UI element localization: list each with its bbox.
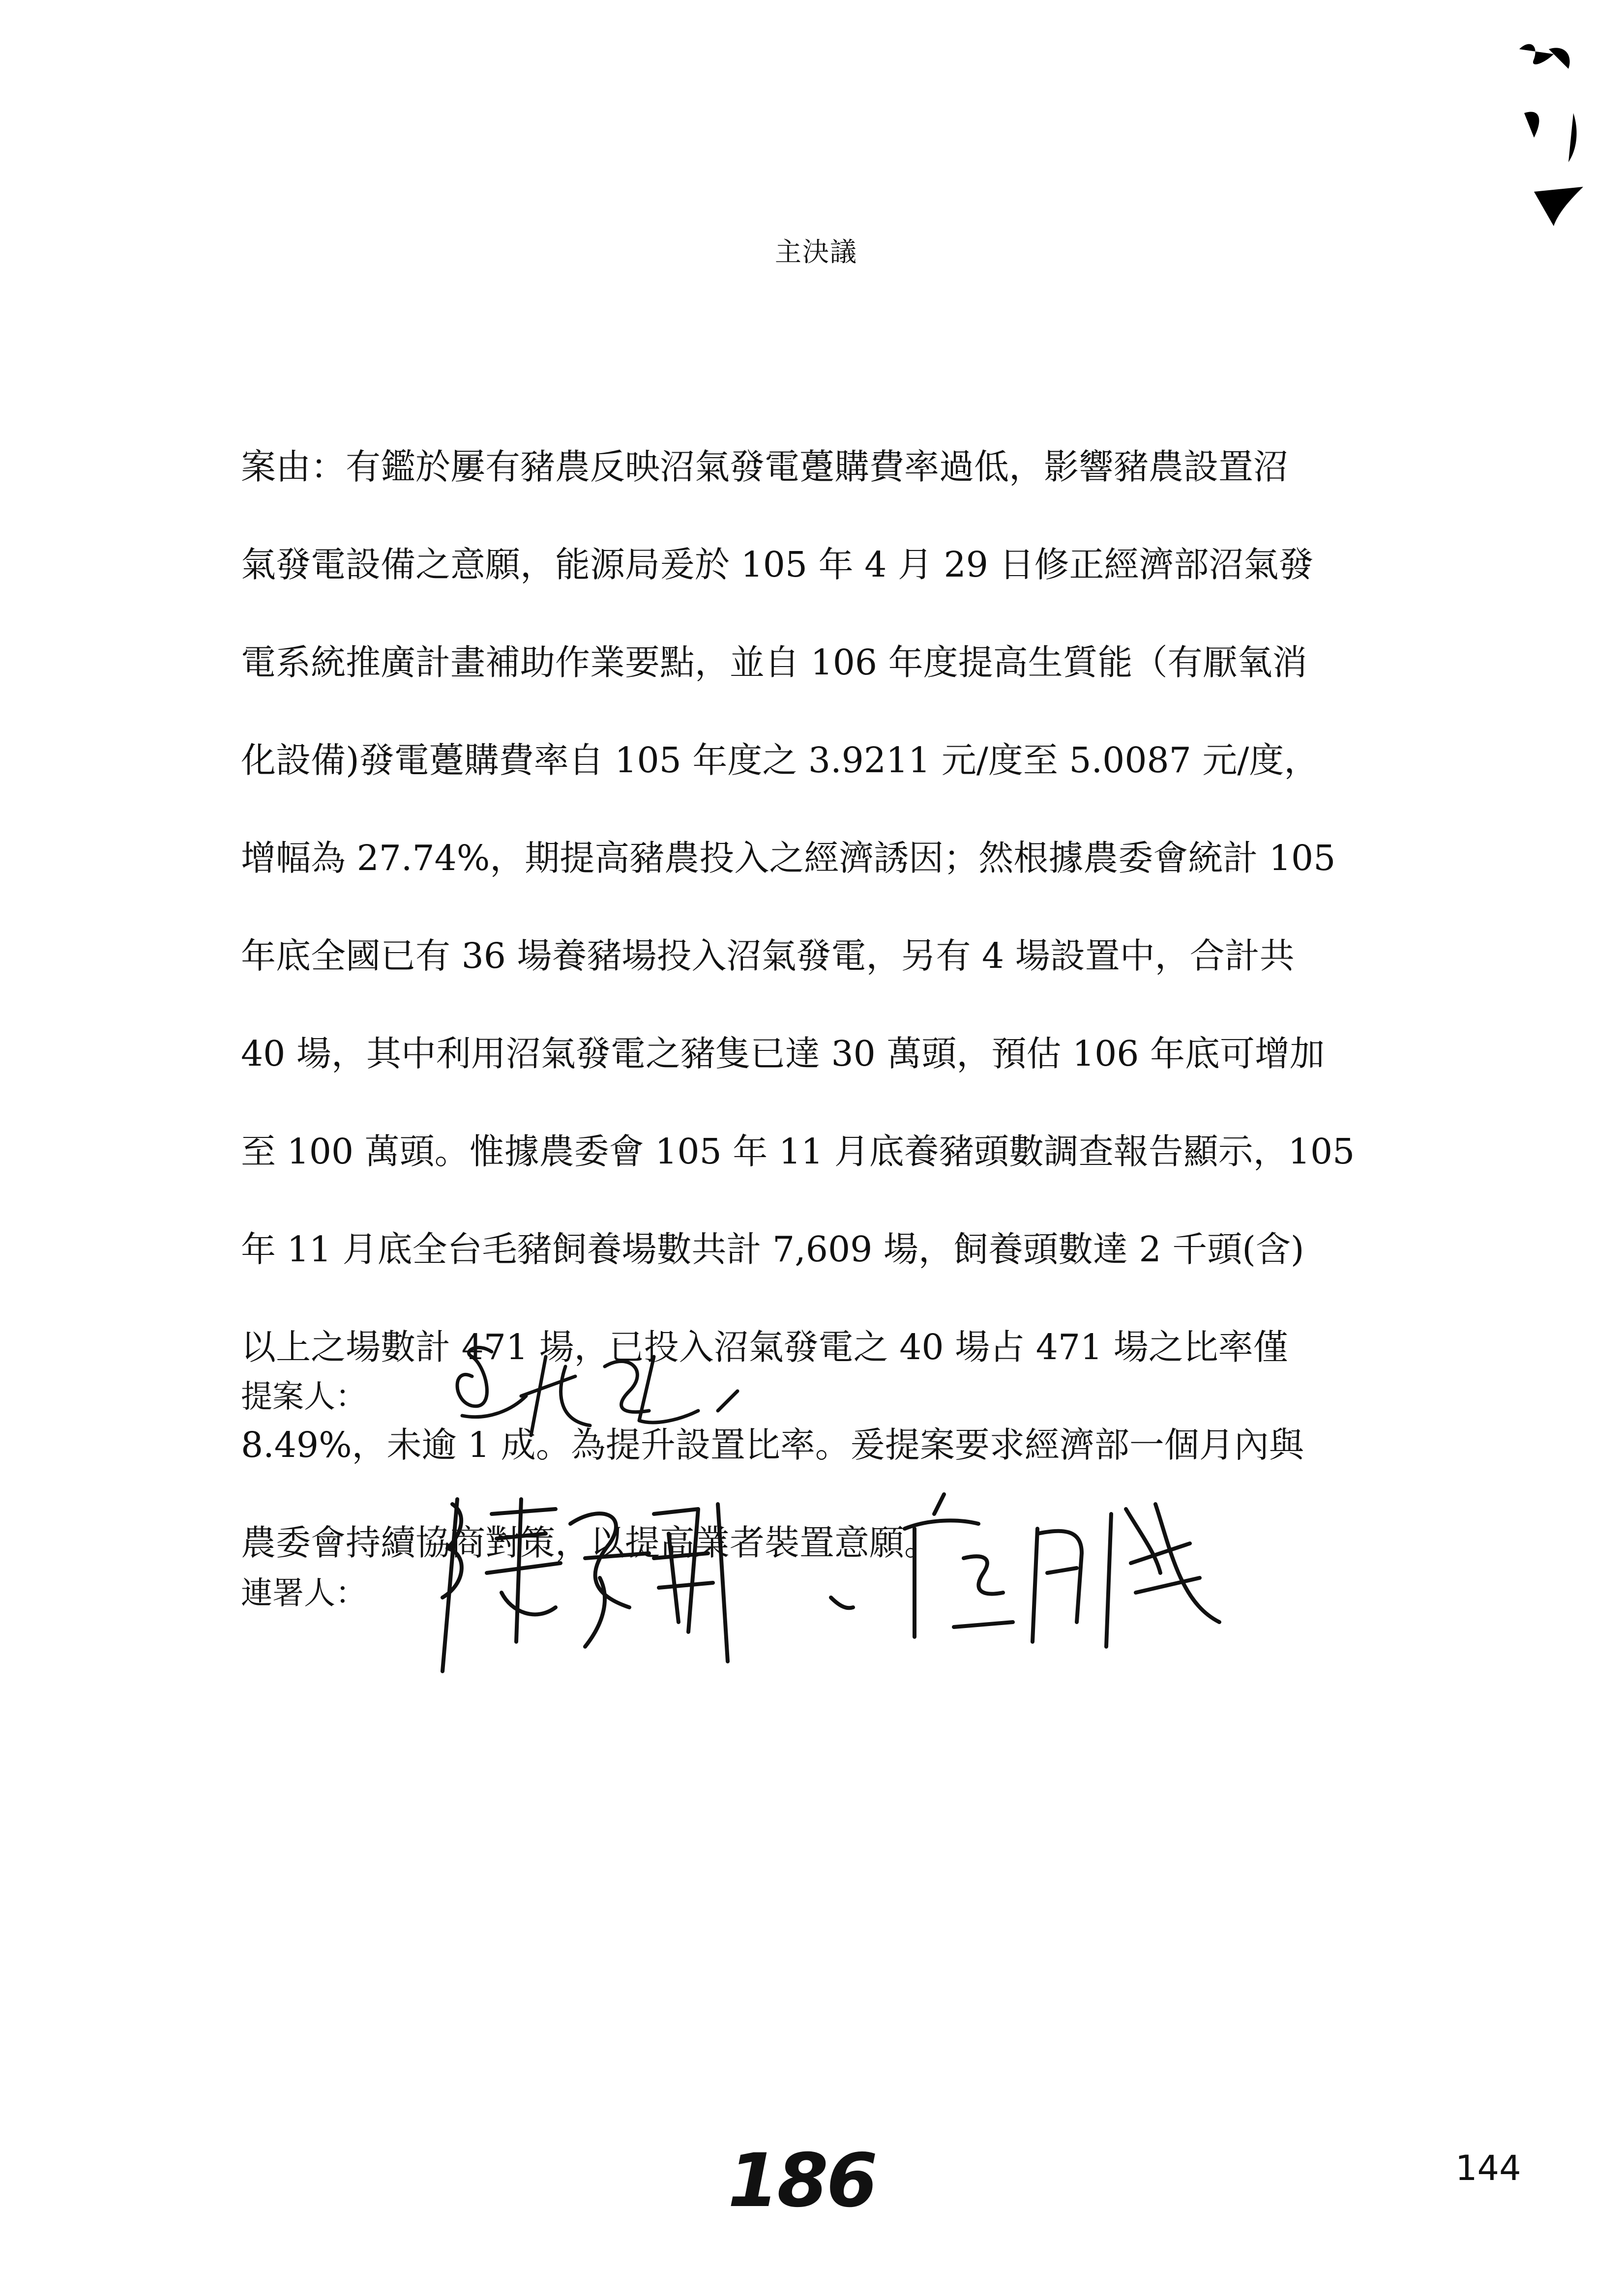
body-line: 40 場，其中利用沼氣發電之豬隻已達 30 萬頭，預估 106 年底可增加 — [241, 1033, 1325, 1074]
body-line: 年底全國已有 36 場養豬場投入沼氣發電，另有 4 場設置中，合計共 — [241, 935, 1295, 976]
body-line: 增幅為 27.74%，期提高豬農投入之經濟誘因；然根據農委會統計 105 — [241, 838, 1336, 878]
cosigner-signature-1 — [423, 1484, 777, 1691]
body-line: 農委會持續協商對策，以提高業者裝置意願。 — [241, 1522, 940, 1563]
cosigner-signature-2 — [816, 1475, 1239, 1671]
proposer-signature — [443, 1337, 816, 1455]
cosigner-label: 連署人： — [241, 1575, 367, 1612]
body-line: 電系統推廣計畫補助作業要點，並自 106 年度提高生質能（有厭氧消 — [241, 642, 1307, 683]
body-line: 8.49%，未逾 1 成。為提升設置比率。爰提案要求經濟部一個月內與 — [241, 1424, 1304, 1465]
body-line: 化設備)發電躉購費率自 105 年度之 3.9211 元/度至 5.0087 元/度， — [241, 740, 1319, 781]
body-line: 至 100 萬頭。惟據農委會 105 年 11 月底養豬頭數調查報告顯示，105 — [241, 1131, 1355, 1172]
document-title: 主決議 — [775, 236, 857, 267]
handwritten-corner-note — [1500, 29, 1608, 228]
side-number: 144 — [1455, 2148, 1521, 2188]
body-line: 案由：有鑑於屢有豬農反映沼氣發電躉購費率過低，影響豬農設置沼 — [241, 446, 1289, 487]
body-line: 氣發電設備之意願，能源局爰於 105 年 4 月 29 日修正經濟部沼氣發 — [241, 544, 1314, 585]
page-number: 186 — [728, 2138, 876, 2224]
proposer-label: 提案人： — [241, 1379, 367, 1415]
body-line: 年 11 月底全台毛豬飼養場數共計 7,609 場，飼養頭數達 2 千頭(含) — [241, 1229, 1304, 1270]
body-line: 以上之場數計 471 場，已投入沼氣發電之 40 場占 471 場之比率僅 — [241, 1327, 1288, 1367]
